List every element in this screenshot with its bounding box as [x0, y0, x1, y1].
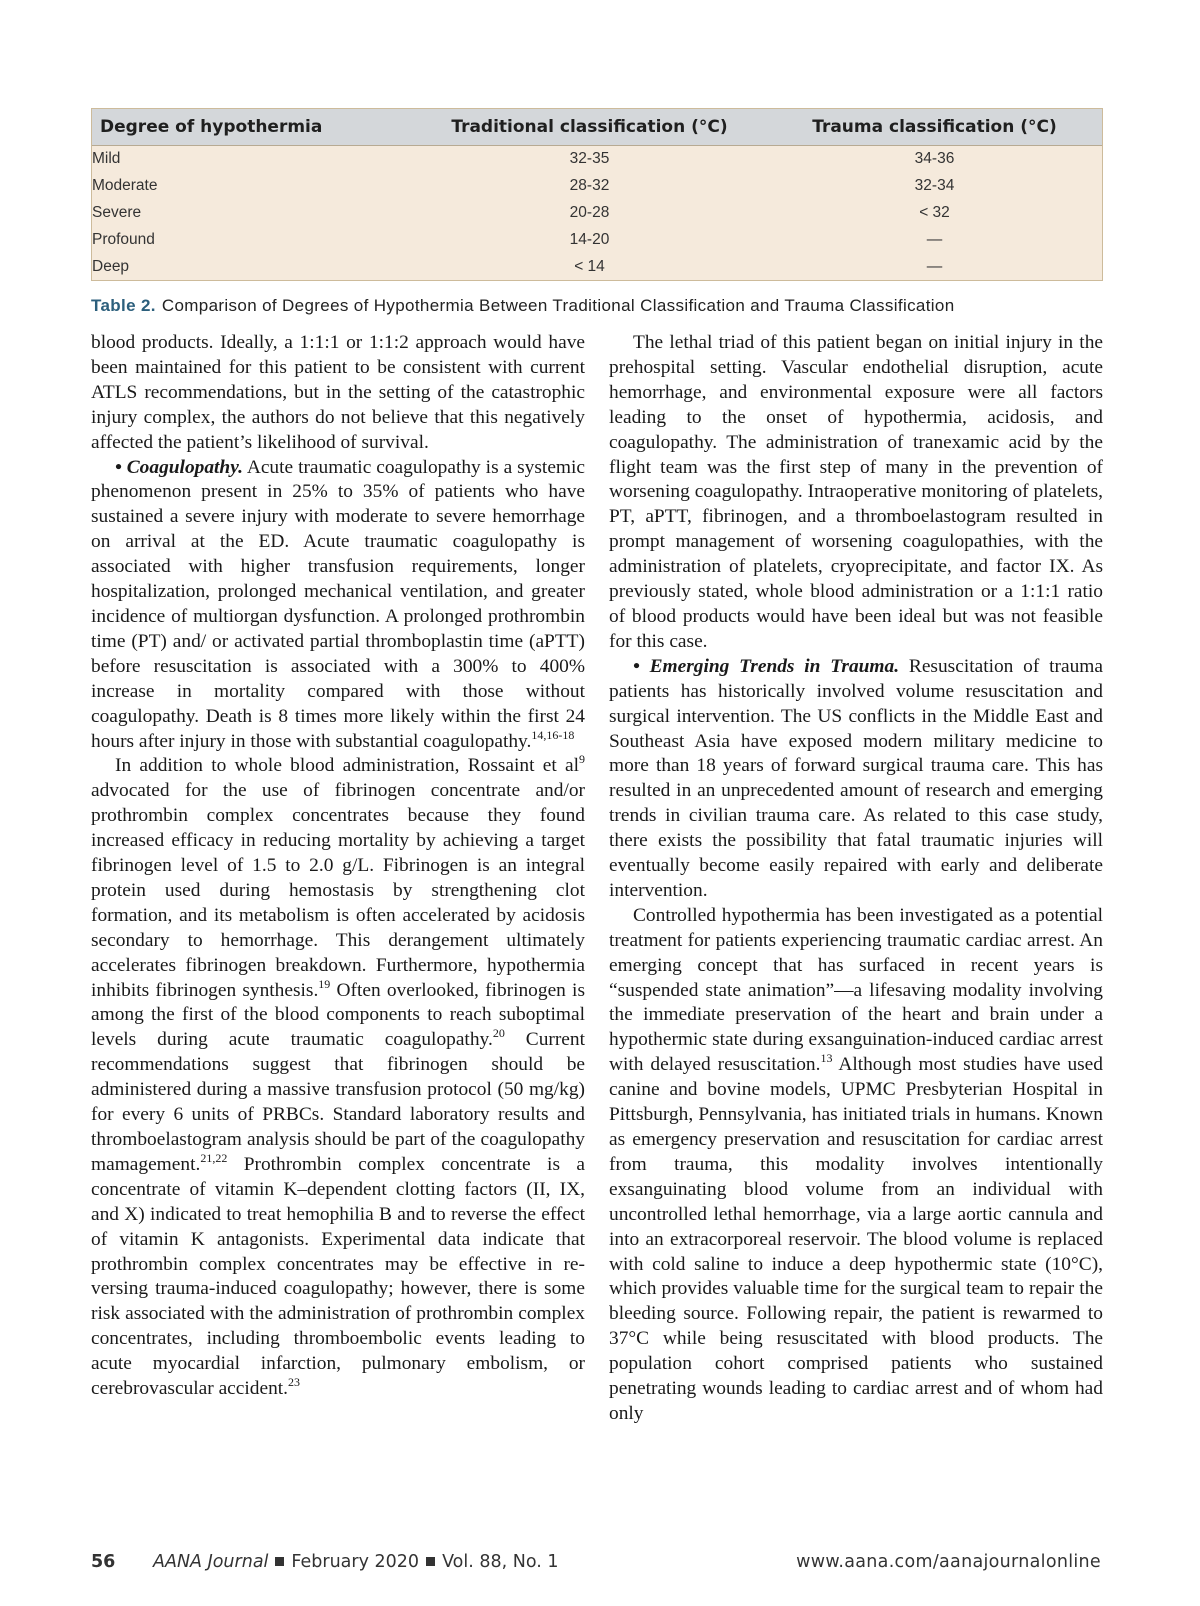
journal-url: www.aana.com/aanajournalonline: [796, 1552, 1101, 1572]
cell-trauma: < 32: [919, 203, 950, 221]
section-heading: • Emerging Trends in Trauma.: [633, 655, 900, 677]
paragraph-text: Controlled hypothermia has been investigated as a potential treatment for patients experiencing traumatic cardiac arrest. An emerging concept that has surfaced in recent years is “suspended state animation”—a lifesaving modality involving the immediate preservation of the heart and brain under a hypothermic state during exsanguination-induced cardiac arrest with delayed resuscitation.: [609, 904, 1103, 1076]
cell-trauma: —: [926, 230, 943, 248]
cell-traditional: < 14: [574, 257, 605, 275]
table-caption: [91, 296, 1121, 316]
hypothermia-table: [91, 108, 1103, 281]
caption-label: Table 2.: [91, 296, 156, 315]
left-column: [91, 331, 585, 1402]
reference: 13: [820, 1051, 833, 1066]
paragraph-fibrinogen: [91, 754, 585, 1402]
separator-square-icon: [275, 1557, 284, 1566]
paragraph-text: Although most studies have used canine and bovine models, UPMC Presbyterian Hospital in Pittsburgh, Pennsylvania, has initiated trials in humans. Known as emergency preservation and resuscitation for cardiac arrest from trauma, this modality involves intentionally exsanguinating blood volume from an individual with uncontrolled lethal hemorrhage, via a large aortic cannula and into an extracorporeal reservoir. The blood volume is replaced with cold saline to induce a deep hypothermic state (10°C), which provides valuable time for the surgical team to repair the bleeding source. Following repair, the patient is rewarmed to 37°C while being resuscitated with blood products. The population cohort comprised patients who sustained penetrating wounds leading to cardiac arrest and of whom had only: [609, 1054, 1103, 1424]
page-number: 56: [91, 1552, 116, 1572]
cell-traditional: 20-28: [569, 203, 610, 221]
separator-square-icon: [426, 1557, 435, 1566]
cell-traditional: 32-35: [569, 149, 610, 167]
journal-info: [153, 1552, 559, 1572]
section-heading: • Coagulopathy.: [115, 456, 243, 478]
paragraph-text: Current recommendations suggest that fibrinogen should be administered during a massive transfusion protocol (50 mg/kg) for every 6 units of PRBCs. Standard laboratory results and thromboelastogram analysis should be part of the coagulopathy mamagement.: [91, 1029, 585, 1175]
paragraph-emerging-trends: [609, 655, 1103, 904]
header-trauma: Trauma classification (°C): [767, 109, 1102, 145]
cell-traditional: 28-32: [569, 176, 610, 194]
caption-text: Comparison of Degrees of Hypothermia Between Traditional Classification and Trauma Classification: [161, 296, 955, 315]
classification-table: [92, 109, 1102, 280]
page-footer: [91, 1552, 1101, 1576]
journal-name: AANA Journal: [153, 1552, 269, 1572]
table-row: [92, 199, 1102, 226]
reference: 21,22: [200, 1150, 228, 1165]
header-degree: Degree of hypothermia: [92, 109, 412, 145]
paragraph-coagulopathy: [91, 456, 585, 755]
paragraph: blood products. Ideally, a 1:1:1 or 1:1:2 approach would have been maintained for this patient to be consistent with current ATLS recommendations, but in the setting of the catastrophic injury complex, the authors do not believe that this negatively affected the patient’s likelihood of survival.: [91, 332, 585, 453]
paragraph-text: advocated for the use of fibrinogen concentrate and/or prothrombin complex concentrates because they found increased efficacy in reducing mortality by achieving a target fibrinogen level of 1.5 to 2.0 g/L. Fibrinogen is an integral protein used during hemostasis by strengthening clot formation, and its metabolism is often accelerated by acidosis secondary to hemorrhage. This derangement ultimately accelerates fibrinogen breakdown. Furthermore, hypothermia inhibits fibrinogen synthesis.: [91, 780, 585, 1001]
table-row: [92, 226, 1102, 253]
cell-trauma: 34-36: [914, 149, 955, 167]
volume: Vol. 88, No. 1: [442, 1552, 559, 1572]
header-traditional: Traditional classification (°C): [412, 109, 767, 145]
paragraph-text: In addition to whole blood administration, Rossaint et al: [115, 755, 579, 777]
cell-degree: Mild: [92, 149, 121, 167]
paragraph-controlled-hypothermia: [609, 904, 1103, 1427]
table-row: [92, 145, 1102, 172]
reference: 19: [318, 976, 331, 991]
paragraph-lethal-triad: The lethal triad of this patient began on initial injury in the prehospital setting. Vascular endothelial disruption, acute hemorrhage, and environmental exposure were all factors leading to the onset of hypothermia, acidosis, and coagulopathy. The administration of tranexamic acid by the flight team was the first step of many in the prevention of worsening coagulopathy. Intraoperative monitoring of platelets, PT, aPTT, fibrinogen, and a thromboelastogram resulted in prompt management of worsening coagulopathies, with the administration of platelets, cryoprecipitate, and factor IX. As previously stated, whole blood administration or a 1:1:1 ratio of blood products would have been ideal but was not feasible for this case.: [609, 332, 1103, 652]
cell-traditional: 14-20: [569, 230, 610, 248]
paragraph-text: Prothrombin complex concentrate is a concentrate of vitamin K–dependent clotting factors (II, IX, and X) indicated to treat hemophilia B and to reverse the effect of vitamin K antagonists. Experimental data indicate that prothrombin complex concentrates may be effective in reversing trauma-induced coagulopathy; however, there is some risk associated with the administration of prothrombin complex concentrates, including thromboembolic events leading to acute myocardial infarction, pulmonary embolism, or cerebrovascular accident.: [91, 1153, 585, 1400]
paragraph-text: Often overlooked, fibrinogen is among the first of the blood components to reach suboptimal levels during acute traumatic coagulopathy.: [91, 979, 585, 1051]
table-header-row: [92, 109, 1102, 145]
reference: 20: [492, 1026, 505, 1041]
issue-date: February 2020: [291, 1552, 420, 1572]
table-row: [92, 172, 1102, 199]
reference: 23: [288, 1375, 301, 1390]
cell-trauma: —: [926, 257, 943, 275]
cell-trauma: 32-34: [914, 176, 955, 194]
reference: 14,16-18: [531, 727, 575, 742]
cell-degree: Severe: [92, 203, 142, 221]
reference: 9: [579, 752, 585, 767]
table-row: [92, 253, 1102, 280]
right-column: [609, 331, 1103, 1427]
cell-degree: Moderate: [92, 176, 158, 194]
cell-degree: Profound: [92, 230, 155, 248]
cell-degree: Deep: [92, 257, 130, 275]
paragraph-text: Acute traumatic coagulopathy is a systemic phenomenon present in 25% to 35% of patients who have sustained a severe injury with moderate to severe hemorrhage on arrival at the ED. Acute traumatic coagulopathy is associated with higher transfusion requirements, longer hospitalization, prolonged mechanical ventilation, and greater incidence of multiorgan dysfunction. A prolonged prothrombin time (PT) and/ or activated partial thromboplastin time (aPTT) before resuscitation is associated with a 300% to 400% increase in mortality compared with those without coagulopathy. Death is 8 times more likely within the first 24 hours after injury in those with substantial coagulopathy.: [91, 456, 585, 752]
paragraph-text: Resuscitation of trauma patients has historically involved volume resuscitation and surgical intervention. The US conflicts in the Middle East and Southeast Asia have exposed modern military medicine to more than 18 years of forward surgical trauma care. This has resulted in an unprecedented amount of research and emerging trends in civilian trauma care. As related to this case study, there exists the possibility that fatal traumatic injuries will eventually become easily repaired with early and deliberate intervention.: [609, 655, 1103, 901]
